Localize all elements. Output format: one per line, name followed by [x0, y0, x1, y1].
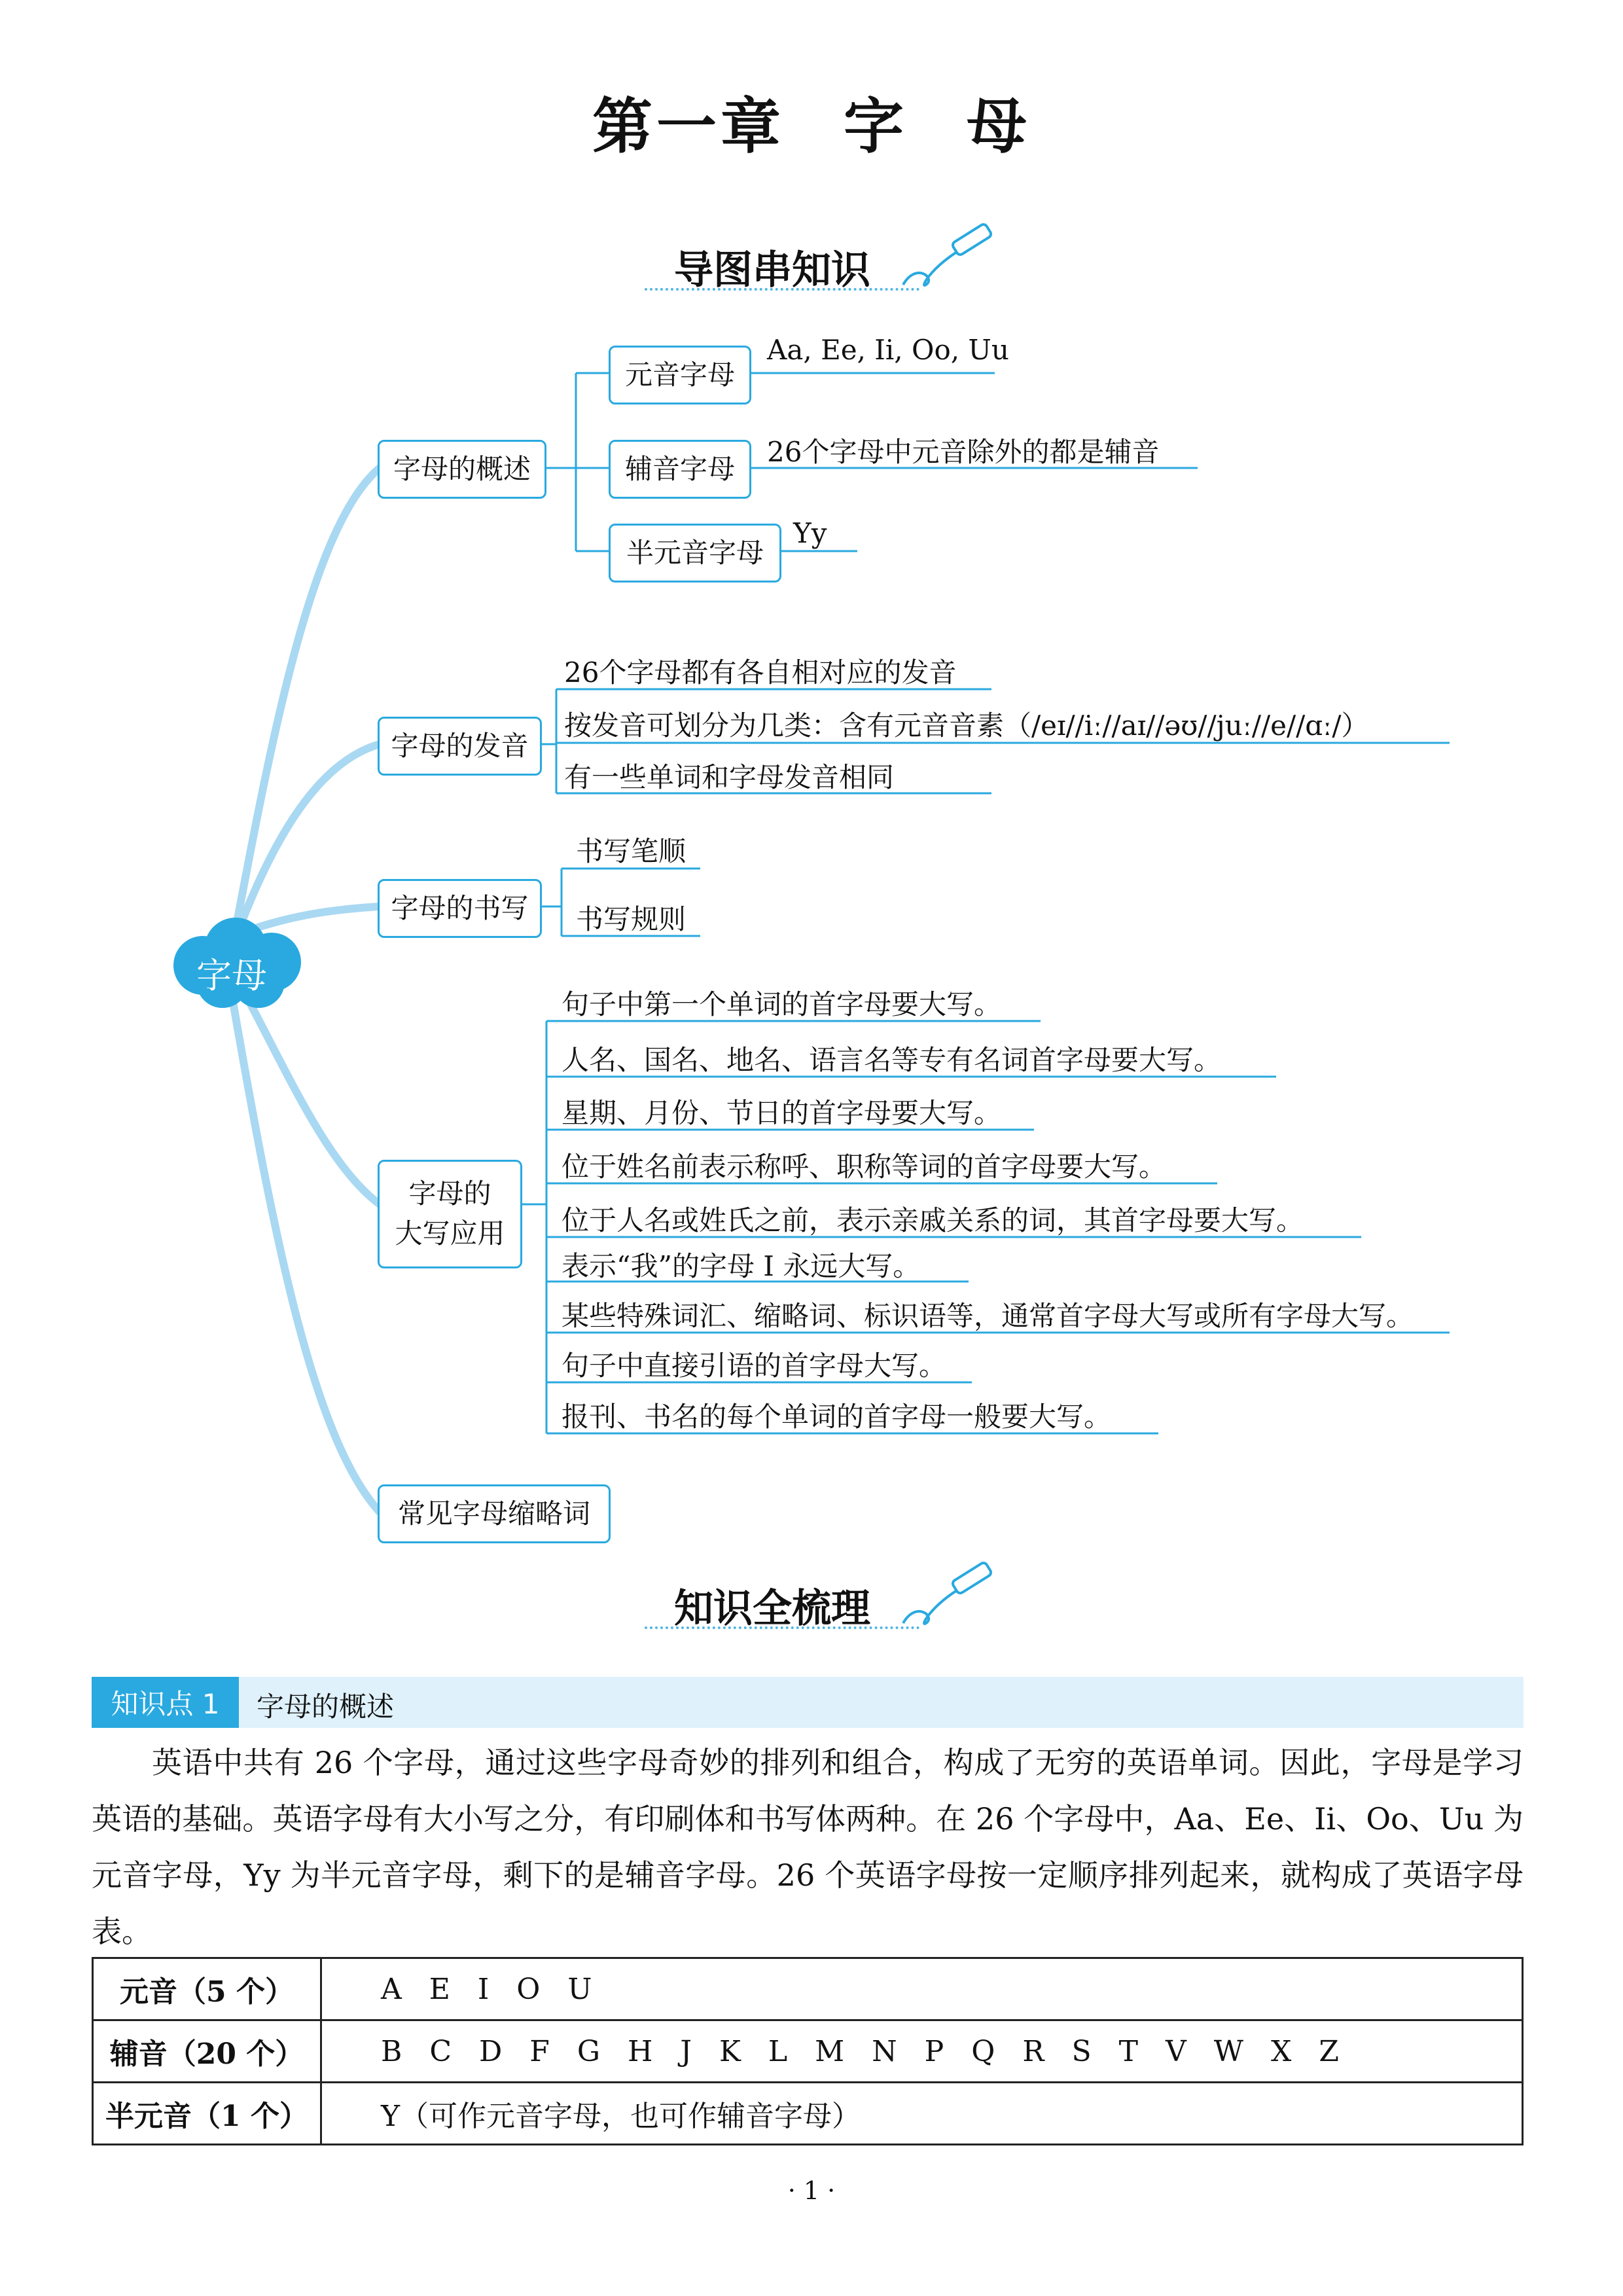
row-header: 辅音（20 个）	[93, 2020, 321, 2083]
branch-line-abbr	[232, 998, 380, 1512]
letter: X	[1271, 2034, 1292, 2068]
letter: O	[516, 1972, 541, 2006]
branch-capitalization: 字母的 大写应用	[378, 1160, 522, 1268]
pronunciation-item: 有一些单词和字母发音相同	[564, 761, 895, 793]
knowledge-point-tag: 知识点 1	[92, 1677, 239, 1728]
letter: S	[1071, 2034, 1092, 2068]
letter: H	[627, 2034, 653, 2068]
branch-writing: 字母的书写	[378, 879, 542, 938]
branch-overview: 字母的概述	[378, 440, 546, 499]
node-vowel-letters: 元音字母	[609, 346, 751, 404]
pen-icon	[890, 1561, 995, 1633]
pronunciation-item: 按发音可划分为几类：含有元音音素（/eɪ//iː//aɪ//əʊ//juː//e//ɑː/）	[564, 709, 1369, 742]
root-label: 字母	[196, 955, 267, 996]
table-row	[93, 1958, 1523, 2020]
letter: V	[1166, 2034, 1186, 2068]
letter: C	[429, 2034, 452, 2068]
letter: F	[529, 2034, 550, 2068]
node-consonant-letters: 辅音字母	[609, 440, 751, 499]
page-number: · 1 ·	[787, 2176, 836, 2205]
writing-item: 书写笔顺	[576, 835, 687, 867]
capitalization-rule: 位于人名或姓氏之前，表示亲戚关系的词，其首字母要大写。	[562, 1204, 1304, 1236]
letter: W	[1213, 2034, 1244, 2068]
capitalization-rule: 句子中直接引语的首字母大写。	[562, 1350, 947, 1382]
letter: M	[815, 2034, 845, 2068]
letter: I	[477, 1972, 490, 2006]
row-header: 半元音（1 个）	[93, 2083, 321, 2145]
node-semivowel-letters: 半元音字母	[609, 524, 781, 583]
letter: E	[429, 1972, 450, 2006]
branch-abbreviations: 常见字母缩略词	[378, 1484, 611, 1543]
mindmap-heading: 导图串知识	[674, 247, 870, 293]
capitalization-rule: 报刊、书名的每个单词的首字母一般要大写。	[562, 1401, 1112, 1433]
capitalization-rule: 句子中第一个单词的首字母要大写。	[562, 988, 1002, 1020]
letter: L	[768, 2034, 788, 2068]
intro-paragraph: 英语中共有 26 个字母，通过这些字母奇妙的排列和组合，构成了无穷的英语单词。因此，字母是学习英语的基础。英语字母有大小写之分，有印刷体和书写体两种。在 26 个字母中，Aa、Ee、Ii、Oo、Uu 为元音字母，Yy 为半元音字母，剩下的是辅音字母。26 个英语字母按一定顺序排列起来，就构成了英语字母表。	[92, 1745, 1524, 1949]
letter: T	[1118, 2034, 1138, 2068]
letter: N	[872, 2034, 897, 2068]
pronunciation-item: 26个字母都有各自相对应的发音	[564, 656, 957, 689]
letter: U	[567, 1972, 592, 2006]
semivowel-letters-detail: Yy	[793, 517, 827, 549]
branch-pronunciation: 字母的发音	[378, 717, 542, 776]
alphabet-table	[92, 1957, 1524, 2145]
row-header: 元音（5 个）	[93, 1958, 321, 2020]
letter: B	[381, 2034, 402, 2068]
letter: G	[577, 2034, 600, 2068]
table-row	[93, 2083, 1523, 2145]
capitalization-rule: 表示“我”的字母 I 永远大写。	[562, 1250, 921, 1282]
letter: Q	[971, 2034, 995, 2068]
writing-item: 书写规则	[576, 903, 687, 935]
branch-line-pronunciation	[239, 744, 380, 929]
letter: J	[680, 2034, 692, 2068]
consonant-letters-detail: 26个字母中元音除外的都是辅音	[767, 436, 1160, 468]
letter: K	[719, 2034, 741, 2068]
letter: A	[381, 1972, 402, 2006]
capitalization-rule: 人名、国名、地名、语言名等专有名词首字母要大写。	[562, 1044, 1222, 1076]
capitalization-rule: 星期、月份、节日的首字母要大写。	[562, 1097, 1002, 1129]
branch-line-overview	[236, 468, 380, 929]
semivowel-cell: Y（可作元音字母，也可作辅音字母）	[321, 2083, 1523, 2145]
capitalization-rule: 某些特殊词汇、缩略词、标识语等，通常首字母大写或所有字母大写。	[562, 1300, 1414, 1332]
capitalization-rule: 位于姓名前表示称呼、职称等词的首字母要大写。	[562, 1151, 1167, 1183]
vowel-letters-detail: Aa, Ee, Ii, Oo, Uu	[767, 334, 1009, 366]
table-row	[93, 2020, 1523, 2083]
consonant-letters-cell	[321, 2020, 1523, 2083]
chapter-title: 第一章 字 母	[592, 91, 1031, 162]
letter: P	[924, 2034, 944, 2068]
knowledge-heading: 知识全梳理	[674, 1586, 870, 1632]
heading-underline	[645, 1626, 919, 1629]
letter: Z	[1319, 2034, 1339, 2068]
knowledge-point-title: 字母的概述	[257, 1691, 395, 1723]
letter: R	[1022, 2034, 1044, 2068]
letter: D	[479, 2034, 503, 2068]
vowel-letters-cell	[321, 1958, 1523, 2020]
